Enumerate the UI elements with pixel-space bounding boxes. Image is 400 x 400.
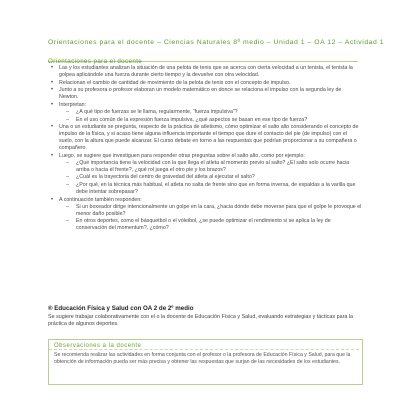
- activity-list: [50, 65, 362, 232]
- observaciones-text: Se recomienda realizar las actividades en forma conjunta con el profesor o la profesora de Educación Física y Salud, para que la obtención de información pueda ser más precisa y obtener las respuestas que surjan de las necesidades de los estudiantes.: [54, 352, 354, 365]
- list-item: [59, 102, 362, 124]
- list-item-text: A continuación también responden:: [59, 196, 142, 203]
- sub-item: – ¿A qué tipo de fuerzas se le llama, regularmente, “fuerza impulsiva”?: [76, 109, 362, 116]
- list-item: • Una o un estudiante se pregunta, respecto de la práctica de atletismo, cómo optimizar el salto alto considerando el concepto de impulso de la física, y si acaso tiene alguna influencia importante el tiempo que dure el contacto del pie (de impulso) con el suelo, con la altura que puede alcanzar. El curso debate en torno a las respuestas que podrían proporcionar a su compañera o compañero.: [59, 124, 362, 152]
- sub-item: – ¿Por qué, en la técnica más habitual, el atleta no salta de frente sino que en forma inversa, de espaldas a la varilla que debe intentar sobrepasar?: [76, 182, 362, 196]
- sub-item: – ¿Qué importancia tiene la velocidad con la que llega el atleta al momento previo al salto? ¿El salto solo ocurre hacia arriba o hacia el frente?, ¿qué rol juega el otro pie y los brazos?: [76, 160, 362, 174]
- subject-connection: [48, 305, 363, 328]
- document-title: Orientaciones para el docente – Ciencias Naturales 8º medio – Unidad 1 – OA 12 – Actividad 1: [48, 39, 385, 46]
- list-item: • Las y los estudiantes analizan la situación de una pelota de tenis que se acerca con cierta velocidad a un tenista, el tenista la golpea aplicándole una fuerza durante cierto tiempo y la devuelve con otra velocidad.: [59, 65, 362, 79]
- list-item: • Junto a su profesora o profesor elaboran un modelo matemático en donce se relaciona el impulso con la segunda ley de Newton.: [59, 87, 362, 101]
- sub-item: – En el uso común de la expresión fuerza impulsiva, ¿qué aspectos se basan en ese tipo de fuerza?: [76, 117, 362, 124]
- subject-connection-heading: ® Educación Física y Salud con OA 2 de 2º medio: [48, 305, 194, 312]
- list-item-text: Interpretan:: [59, 101, 87, 108]
- list-item: [59, 153, 362, 196]
- list-item: [59, 197, 362, 233]
- section-heading: [48, 50, 358, 65]
- interpretan-sublist: [59, 109, 362, 124]
- observaciones-box: [48, 339, 363, 385]
- sub-item: – Si un boxeador dirige intencionalmente un golpe en la cara, ¿hacia dónde debe moverse para que el golpe le provoque el menor daño posible?: [76, 204, 362, 218]
- sub-item: – ¿Cuál es la trayectoria del centro de gravedad del atleta al ejecutar el salto?: [76, 174, 362, 181]
- observaciones-title: Observaciones a la docente: [54, 343, 142, 349]
- activity-body: [50, 65, 362, 233]
- continuacion-sublist: [59, 204, 362, 232]
- preguntas-sublist: [59, 160, 362, 196]
- list-item: • Relacionan el cambio de cantidad de movimiento de la pelota de tenis con el concepto de impulso.: [59, 80, 362, 87]
- subject-connection-text: Se sugiere trabajar colaborativamente con el o la docente de Educación Física y Salud, evaluando estrategias y tácticas para la práctica de algunos deportes.: [48, 314, 354, 327]
- section-heading-text: Orientaciones para el docente: [48, 58, 143, 65]
- sub-item: – En otros deportes, como el básquetbol o el vóleibol, ¿se puede optimizar el rendimiento si se aplica la ley de conservación del momentum?, ¿cómo?: [76, 218, 362, 232]
- list-item-text: Luego, se sugiere que investiguen para responder otras preguntas sobre el salto alto, como por ejemplo:: [59, 152, 305, 159]
